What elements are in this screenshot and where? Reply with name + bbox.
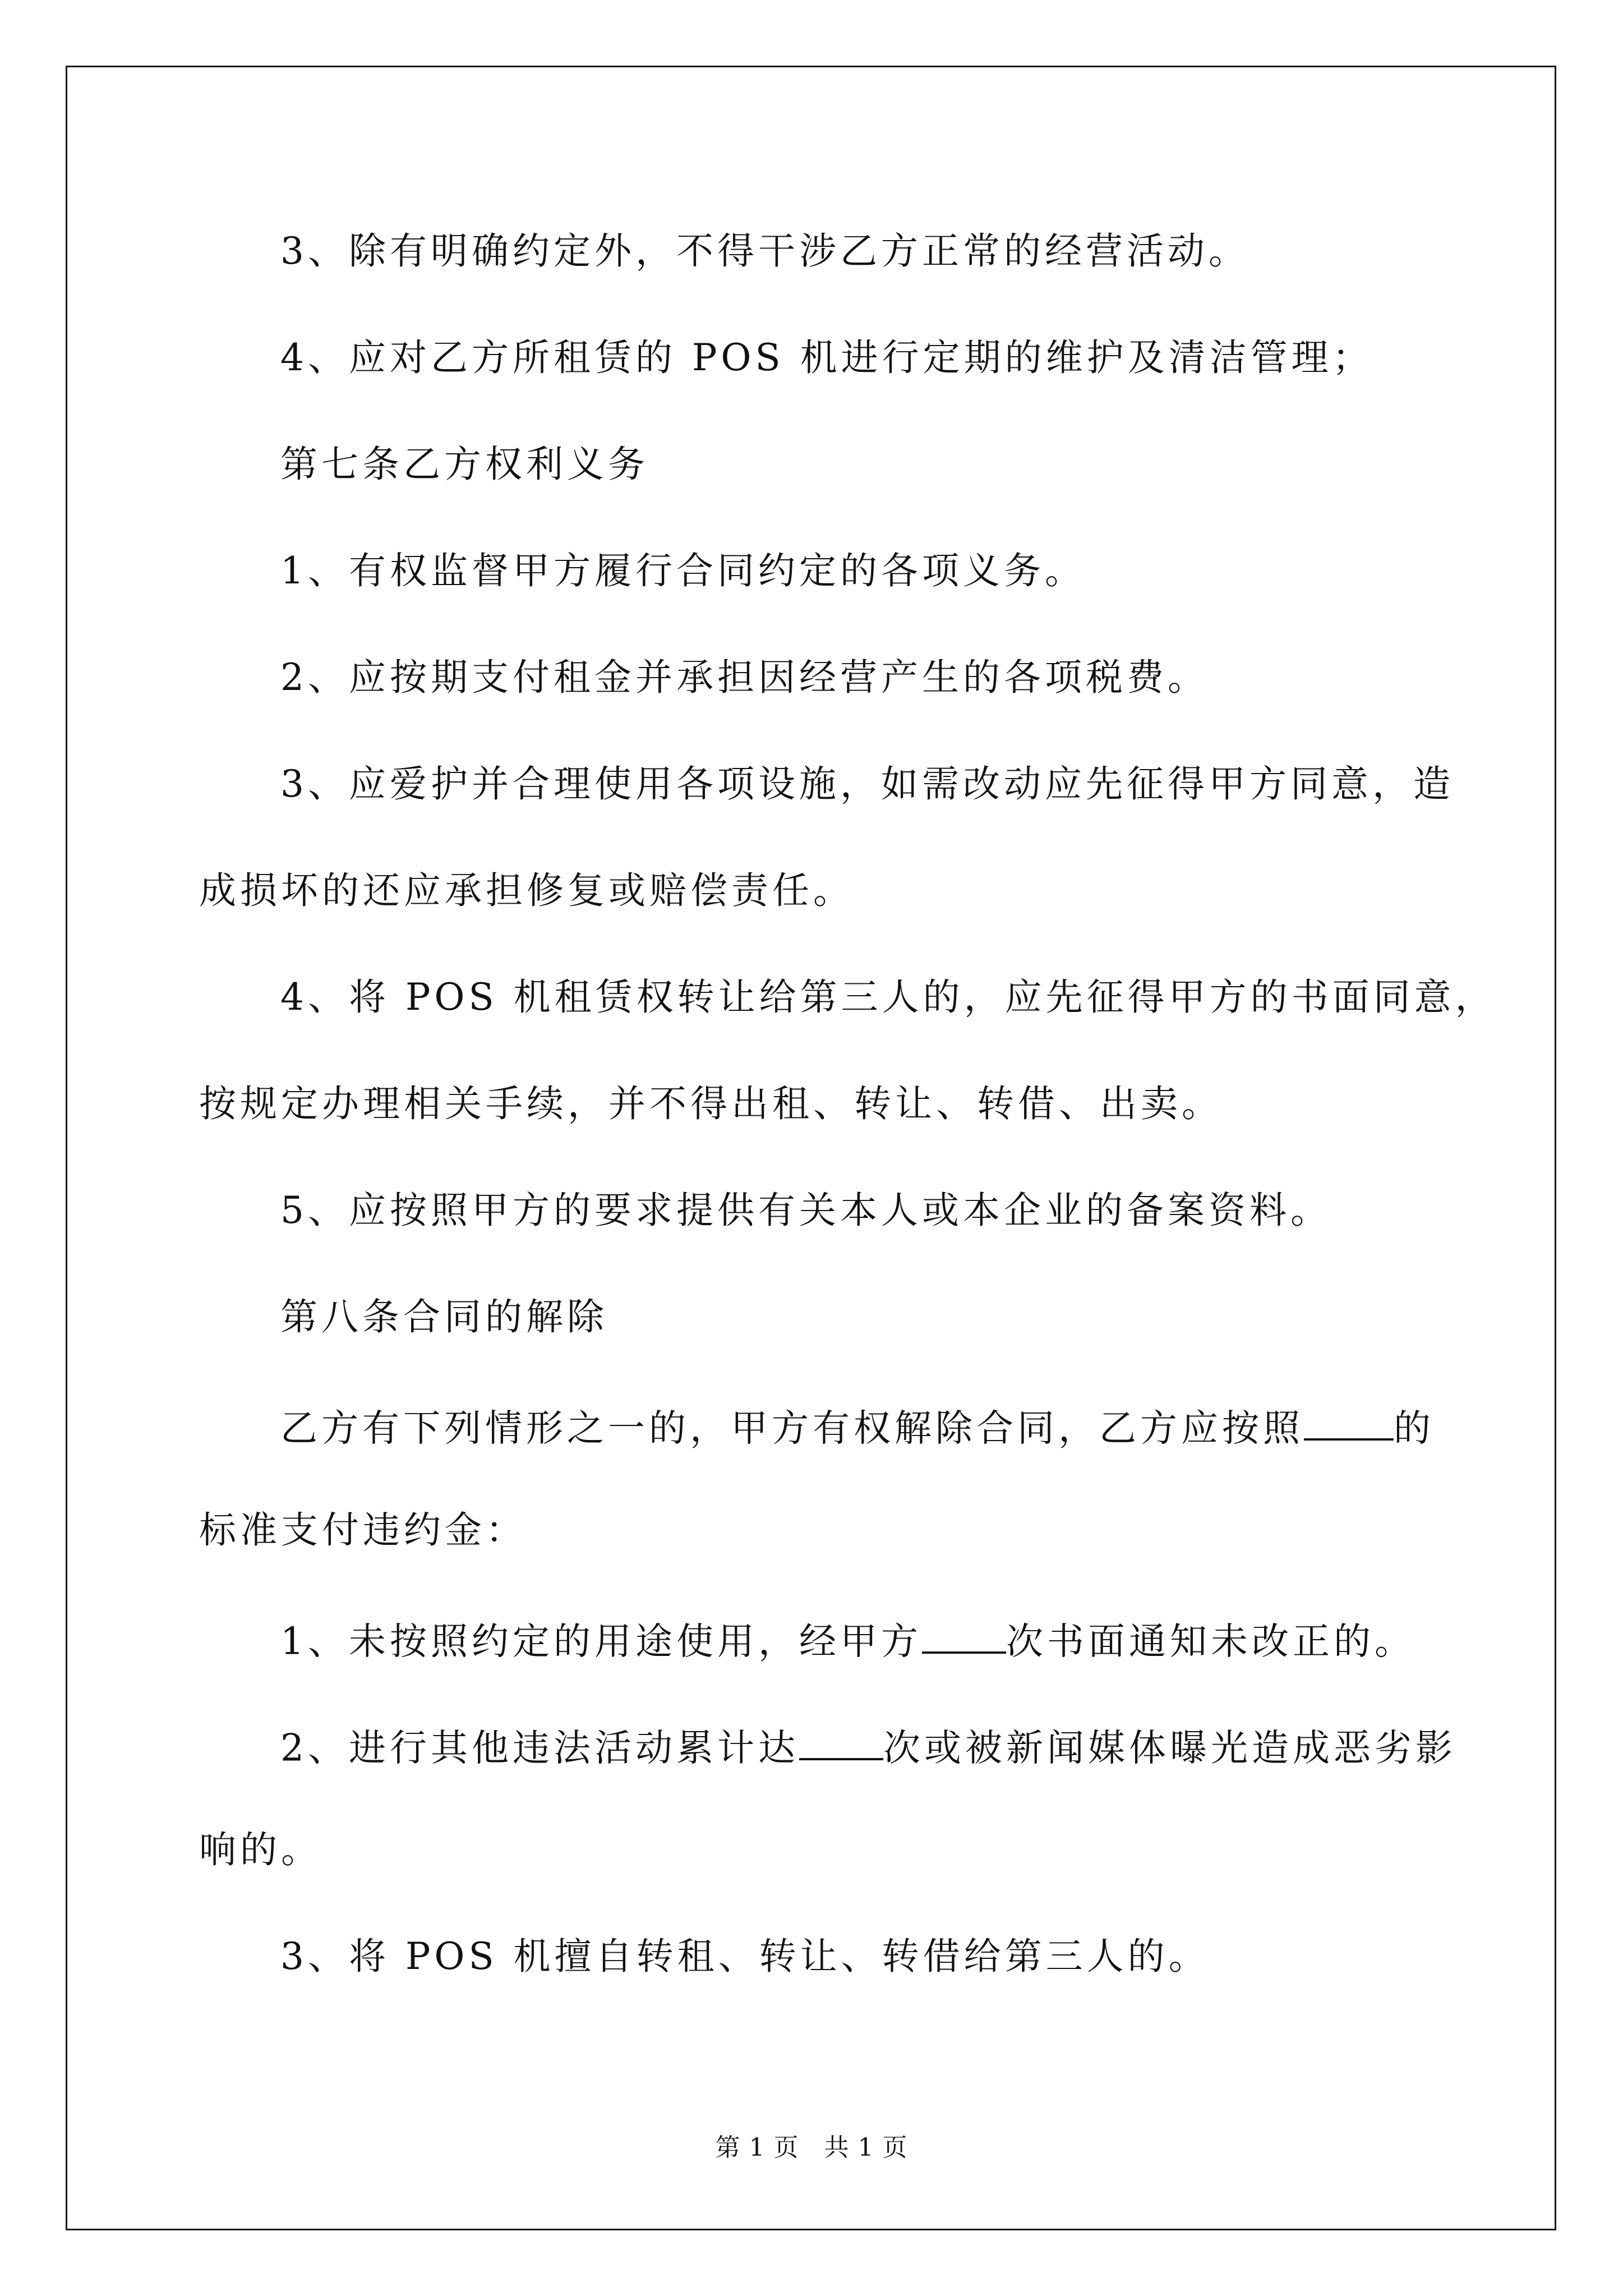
paragraph-line <box>280 1618 1415 1663</box>
paragraph-line: 按规定办理相关手续，并不得出租、转让、转借、出卖。 <box>199 1082 1223 1125</box>
paragraph-text: 2、进行其他违法活动累计达 <box>280 1726 799 1770</box>
paragraph-line: 1、有权监督甲方履行合同约定的各项义务。 <box>280 549 1086 592</box>
paragraph-text: 次或被新闻媒体曝光造成恶劣影 <box>883 1726 1456 1770</box>
section-heading: 第七条乙方权利义务 <box>280 443 649 486</box>
paragraph-line: 3、除有明确约定外，不得干涉乙方正常的经营活动。 <box>280 229 1249 273</box>
paragraph-line: 标准支付违约金： <box>199 1508 527 1552</box>
paragraph-line <box>280 1405 1435 1450</box>
fill-in-blank <box>1304 1405 1394 1441</box>
page-number-footer: 第 1 页 共 1 页 <box>715 2133 908 2162</box>
paragraph-line: 3、将 POS 机擅自转租、转让、转借给第三人的。 <box>280 1935 1210 1978</box>
section-heading: 第八条合同的解除 <box>280 1295 608 1338</box>
paragraph-line: 成损坏的还应承担修复或赔偿责任。 <box>199 869 854 912</box>
paragraph-text: 的 <box>1394 1406 1435 1450</box>
paragraph-line: 3、应爱护并合理使用各项设施，如需改动应先征得甲方同意，造 <box>280 762 1454 806</box>
paragraph-line: 2、应按期支付租金并承担因经营产生的各项税费。 <box>280 656 1209 699</box>
paragraph-line: 4、应对乙方所租赁的 POS 机进行定期的维护及清洁管理； <box>280 336 1373 379</box>
paragraph-text: 次书面通知未改正的。 <box>1006 1619 1415 1663</box>
fill-in-blank <box>799 1725 883 1760</box>
paragraph-line: 响的。 <box>199 1828 322 1871</box>
paragraph-line <box>280 1725 1456 1770</box>
paragraph-line: 4、将 POS 机租赁权转让给第三人的，应先征得甲方的书面同意， <box>280 976 1496 1019</box>
fill-in-blank <box>922 1618 1006 1654</box>
paragraph-line: 5、应按照甲方的要求提供有关本人或本企业的备案资料。 <box>280 1189 1331 1232</box>
page-border <box>66 66 1556 2230</box>
paragraph-text: 1、未按照约定的用途使用，经甲方 <box>280 1619 922 1663</box>
paragraph-text: 乙方有下列情形之一的，甲方有权解除合同，乙方应按照 <box>280 1406 1304 1450</box>
